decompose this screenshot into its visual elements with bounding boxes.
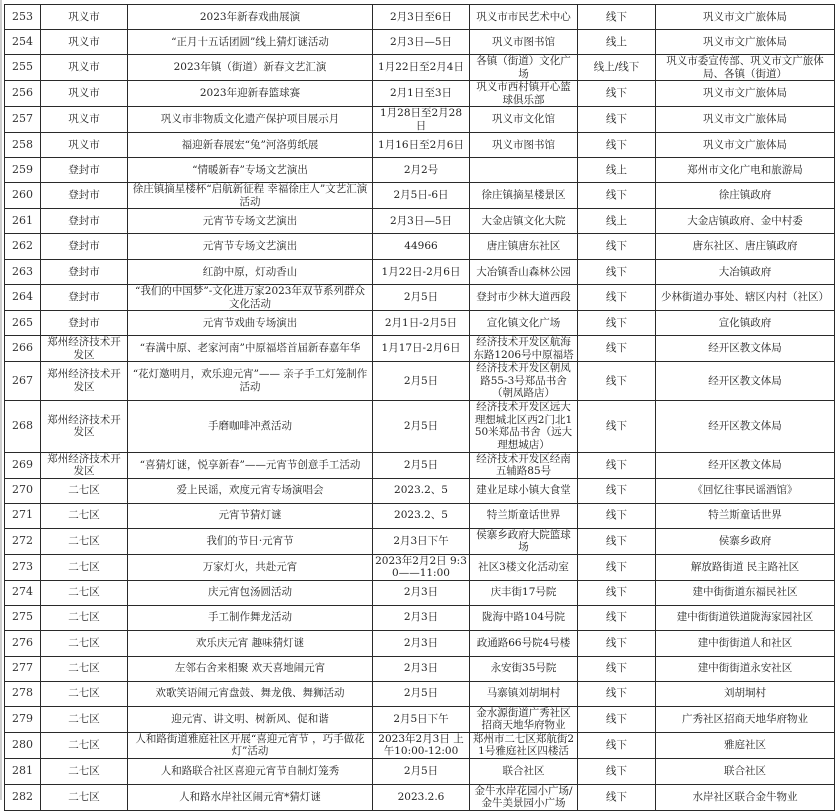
time-cell: 2月5日 [373, 681, 470, 706]
time-cell: 1月16日至2月6日 [373, 133, 470, 158]
time-cell: 2月5日 [373, 400, 470, 452]
mode-cell: 线下 [578, 732, 656, 758]
table-row [5, 758, 835, 784]
row-number-cell: 263 [5, 260, 41, 285]
activity-name-cell: 手磨咖啡冲煮活动 [128, 400, 373, 452]
mode-cell: 线下 [578, 656, 656, 681]
mode-cell: 线下 [578, 706, 656, 732]
activity-name-cell: 红韵中原，灯动香山 [128, 260, 373, 285]
activity-name-cell: 人和路联合社区喜迎元宵节自制灯笼秀 [128, 758, 373, 784]
organizer-cell: 建中街街道东福民社区 [656, 580, 835, 605]
organizer-cell: 解放路街道 民主路社区 [656, 554, 835, 580]
row-number-cell: 270 [5, 478, 41, 503]
organizer-cell: 联合社区 [656, 758, 835, 784]
venue-cell: 大冶镇香山森林公园 [470, 260, 578, 285]
organizer-cell: 宣化镇政府 [656, 311, 835, 336]
row-number-cell: 271 [5, 503, 41, 528]
region-cell: 二七区 [41, 528, 128, 554]
mode-cell: 线下 [578, 630, 656, 656]
organizer-cell: 经开区教文体局 [656, 400, 835, 452]
mode-cell: 线下 [578, 681, 656, 706]
organizer-cell: 特兰斯童话世界 [656, 503, 835, 528]
table-row [5, 81, 835, 107]
table-row [5, 706, 835, 732]
venue-cell [470, 158, 578, 183]
organizer-cell: 唐东社区、唐庄镇政府 [656, 234, 835, 260]
time-cell: 2月3日下午 [373, 528, 470, 554]
time-cell: 2023.2.6 [373, 784, 470, 810]
organizer-cell: 刘胡垌村 [656, 681, 835, 706]
venue-cell: 大金店镇文化大院 [470, 209, 578, 234]
organizer-cell: 建中街街道永安社区 [656, 656, 835, 681]
activity-name-cell: “正月十五话团圆”线上猜灯谜活动 [128, 30, 373, 55]
venue-cell: 唐庄镇唐东社区 [470, 234, 578, 260]
table-row [5, 107, 835, 133]
row-number-cell: 257 [5, 107, 41, 133]
table-row [5, 452, 835, 478]
mode-cell: 线下 [578, 400, 656, 452]
venue-cell: 各镇（街道）文化广场 [470, 55, 578, 81]
table-row [5, 209, 835, 234]
mode-cell: 线下 [578, 285, 656, 311]
table-row [5, 580, 835, 605]
row-number-cell: 258 [5, 133, 41, 158]
table-row [5, 681, 835, 706]
venue-cell: 政通路66号院4号楼 [470, 630, 578, 656]
row-number-cell: 265 [5, 311, 41, 336]
time-cell: 2023年2月3日 上午10:00-12:00 [373, 732, 470, 758]
mode-cell: 线上 [578, 209, 656, 234]
table-row [5, 336, 835, 362]
venue-cell: 巩义市市民艺术中心 [470, 5, 578, 30]
activity-name-cell: 徐庄镇摘星楼杯“启航新征程 幸福徐庄人”文艺汇演活动 [128, 183, 373, 209]
time-cell: 1月28日至2月28日 [373, 107, 470, 133]
mode-cell: 线下 [578, 605, 656, 630]
time-cell: 2月5日下午 [373, 706, 470, 732]
region-cell: 登封市 [41, 209, 128, 234]
venue-cell: 巩义市图书馆 [470, 30, 578, 55]
region-cell: 二七区 [41, 503, 128, 528]
region-cell: 登封市 [41, 183, 128, 209]
activity-name-cell: 人和路街道雅庭社区开展“喜迎元宵节 ，巧手做花灯”活动 [128, 732, 373, 758]
region-cell: 巩义市 [41, 55, 128, 81]
region-cell: 二七区 [41, 478, 128, 503]
table-row [5, 285, 835, 311]
time-cell: 2月1日至3日 [373, 81, 470, 107]
organizer-cell: 郑州市文化广电和旅游局 [656, 158, 835, 183]
activity-name-cell: “喜猜灯谜，悦享新春”——元宵节创意手工活动 [128, 452, 373, 478]
organizer-cell: 《回忆往事民谣酒馆》 [656, 478, 835, 503]
table-body [5, 5, 835, 811]
region-cell: 巩义市 [41, 30, 128, 55]
mode-cell: 线下 [578, 478, 656, 503]
mode-cell: 线下 [578, 758, 656, 784]
table-row [5, 656, 835, 681]
activity-name-cell: 欢乐庆元宵 趣味猜灯谜 [128, 630, 373, 656]
activity-name-cell: 2023年镇（街道）新春文艺汇演 [128, 55, 373, 81]
row-number-cell: 266 [5, 336, 41, 362]
row-number-cell: 275 [5, 605, 41, 630]
table-row [5, 5, 835, 30]
table-row [5, 234, 835, 260]
time-cell: 2月3日 [373, 656, 470, 681]
mode-cell: 线下 [578, 107, 656, 133]
organizer-cell: 建中街街道铁道陇海家园社区 [656, 605, 835, 630]
region-cell: 登封市 [41, 285, 128, 311]
activity-name-cell: “情暖新春”专场文艺演出 [128, 158, 373, 183]
venue-cell: 宣化镇文化广场 [470, 311, 578, 336]
table-row [5, 400, 835, 452]
organizer-cell: 徐庄镇政府 [656, 183, 835, 209]
region-cell: 二七区 [41, 656, 128, 681]
organizer-cell: 雅庭社区 [656, 732, 835, 758]
venue-cell: 社区3楼文化活动室 [470, 554, 578, 580]
table-row [5, 362, 835, 401]
region-cell: 二七区 [41, 681, 128, 706]
table-row [5, 183, 835, 209]
mode-cell: 线下 [578, 784, 656, 810]
row-number-cell: 269 [5, 452, 41, 478]
table-row [5, 30, 835, 55]
time-cell: 2月1日-2月5日 [373, 311, 470, 336]
time-cell: 2月5日-6日 [373, 183, 470, 209]
table-row [5, 503, 835, 528]
venue-cell: 巩义市西村镇开心篮球俱乐部 [470, 81, 578, 107]
table-row [5, 605, 835, 630]
row-number-cell: 273 [5, 554, 41, 580]
table-row [5, 478, 835, 503]
venue-cell: 经济技术开发区远大理想城北区西2门北150米郑品书舍（远大理想城店） [470, 400, 578, 452]
table-row [5, 133, 835, 158]
activity-name-cell: 2023年新春戏曲展演 [128, 5, 373, 30]
region-cell: 郑州经济技术开发区 [41, 362, 128, 401]
mode-cell: 线下 [578, 362, 656, 401]
venue-cell: 联合社区 [470, 758, 578, 784]
table-row [5, 311, 835, 336]
row-number-cell: 277 [5, 656, 41, 681]
mode-cell: 线下 [578, 580, 656, 605]
activity-name-cell: 人和路水岸社区闹元宵*猜灯谜 [128, 784, 373, 810]
region-cell: 二七区 [41, 605, 128, 630]
mode-cell: 线上 [578, 30, 656, 55]
time-cell: 1月17日-2月6日 [373, 336, 470, 362]
activity-name-cell: “花灯邀明月，欢乐迎元宵”—— 亲子手工灯笼制作活动 [128, 362, 373, 401]
mode-cell: 线下 [578, 234, 656, 260]
venue-cell: 特兰斯童话世界 [470, 503, 578, 528]
time-cell: 2月3日—5日 [373, 30, 470, 55]
activity-name-cell: 我们的节日·元宵节 [128, 528, 373, 554]
organizer-cell: 大冶镇政府 [656, 260, 835, 285]
time-cell: 2月3日至6日 [373, 5, 470, 30]
organizer-cell: 经开区教文体局 [656, 362, 835, 401]
activity-name-cell: 巩义市非物质文化遗产保护项目展示月 [128, 107, 373, 133]
table-row [5, 158, 835, 183]
region-cell: 巩义市 [41, 133, 128, 158]
activity-name-cell: 手工制作舞龙活动 [128, 605, 373, 630]
table-row [5, 630, 835, 656]
activity-name-cell: 迎元宵、讲文明、树新风、促和谐 [128, 706, 373, 732]
organizer-cell: 巩义市文广旅体局 [656, 133, 835, 158]
region-cell: 郑州经济技术开发区 [41, 336, 128, 362]
time-cell: 2023年2月2日 9:30——11:00 [373, 554, 470, 580]
row-number-cell: 281 [5, 758, 41, 784]
region-cell: 登封市 [41, 234, 128, 260]
time-cell: 2月3日 [373, 630, 470, 656]
region-cell: 巩义市 [41, 107, 128, 133]
row-number-cell: 282 [5, 784, 41, 810]
time-cell: 2月5日 [373, 285, 470, 311]
mode-cell: 线下 [578, 503, 656, 528]
activity-name-cell: 2023年迎新春篮球赛 [128, 81, 373, 107]
row-number-cell: 278 [5, 681, 41, 706]
mode-cell: 线下 [578, 81, 656, 107]
time-cell: 1月22日-2月6日 [373, 260, 470, 285]
region-cell: 巩义市 [41, 5, 128, 30]
organizer-cell: 经开区教文体局 [656, 452, 835, 478]
mode-cell: 线下 [578, 528, 656, 554]
row-number-cell: 267 [5, 362, 41, 401]
table-row [5, 260, 835, 285]
region-cell: 二七区 [41, 706, 128, 732]
table-row [5, 784, 835, 810]
row-number-cell: 279 [5, 706, 41, 732]
venue-cell: 侯寨乡政府大院篮球场 [470, 528, 578, 554]
time-cell: 2月5日 [373, 452, 470, 478]
venue-cell: 经济技术开发区经南五辅路85号 [470, 452, 578, 478]
row-number-cell: 264 [5, 285, 41, 311]
row-number-cell: 255 [5, 55, 41, 81]
organizer-cell: 广秀社区招商天地华府物业 [656, 706, 835, 732]
time-cell: 44966 [373, 234, 470, 260]
row-number-cell: 259 [5, 158, 41, 183]
activity-name-cell: 元宵节戏曲专场演出 [128, 311, 373, 336]
region-cell: 登封市 [41, 158, 128, 183]
row-number-cell: 276 [5, 630, 41, 656]
time-cell: 2月3日—5日 [373, 209, 470, 234]
row-number-cell: 268 [5, 400, 41, 452]
venue-cell: 金水源街道广秀社区招商天地华府物业 [470, 706, 578, 732]
row-number-cell: 254 [5, 30, 41, 55]
row-number-cell: 253 [5, 5, 41, 30]
mode-cell: 线下 [578, 183, 656, 209]
row-number-cell: 272 [5, 528, 41, 554]
venue-cell: 郑州市二七区郑航街21号雅庭社区四楼活 [470, 732, 578, 758]
organizer-cell: 经开区教文体局 [656, 336, 835, 362]
activity-name-cell: “我们的中国梦”-文化进万家2023年双节系列群众文化活动 [128, 285, 373, 311]
table-row [5, 528, 835, 554]
region-cell: 郑州经济技术开发区 [41, 452, 128, 478]
table-row [5, 55, 835, 81]
row-number-cell: 274 [5, 580, 41, 605]
row-number-cell: 261 [5, 209, 41, 234]
region-cell: 二七区 [41, 554, 128, 580]
organizer-cell: 巩义市文广旅体局 [656, 81, 835, 107]
activity-name-cell: 万家灯火，共赴元宵 [128, 554, 373, 580]
venue-cell: 巩义市图书馆 [470, 133, 578, 158]
activity-name-cell: 庆元宵包汤圆活动 [128, 580, 373, 605]
activity-name-cell: 爱上民谣，欢度元宵专场演唱会 [128, 478, 373, 503]
time-cell: 2月3日 [373, 605, 470, 630]
activity-name-cell: 元宵节猜灯谜 [128, 503, 373, 528]
mode-cell: 线下 [578, 554, 656, 580]
activity-name-cell: 元宵节专场文艺演出 [128, 209, 373, 234]
venue-cell: 巩义市文化馆 [470, 107, 578, 133]
activity-table-sheet [4, 4, 834, 811]
time-cell: 2023.2、5 [373, 478, 470, 503]
row-number-cell: 280 [5, 732, 41, 758]
time-cell: 2月3日 [373, 580, 470, 605]
region-cell: 二七区 [41, 784, 128, 810]
venue-cell: 经济技术开发区朝凤路55-3号郑品书舍（朝凤路店） [470, 362, 578, 401]
table-row [5, 732, 835, 758]
venue-cell: 陇海中路104号院 [470, 605, 578, 630]
venue-cell: 登封市少林大道西段 [470, 285, 578, 311]
mode-cell: 线下 [578, 133, 656, 158]
region-cell: 二七区 [41, 630, 128, 656]
venue-cell: 金牛水岸花园小广场/金牛美景园小广场 [470, 784, 578, 810]
mode-cell: 线上/线下 [578, 55, 656, 81]
organizer-cell: 水岸社区联合金牛物业 [656, 784, 835, 810]
table-row [5, 554, 835, 580]
venue-cell: 永安街35号院 [470, 656, 578, 681]
organizer-cell: 巩义市文广旅体局 [656, 107, 835, 133]
activity-name-cell: 福迎新春展宏“兔”河洛剪纸展 [128, 133, 373, 158]
mode-cell: 线下 [578, 260, 656, 285]
region-cell: 登封市 [41, 260, 128, 285]
mode-cell: 线下 [578, 311, 656, 336]
region-cell: 二七区 [41, 580, 128, 605]
row-number-cell: 260 [5, 183, 41, 209]
activity-name-cell: 元宵节专场文艺演出 [128, 234, 373, 260]
time-cell: 2月5日 [373, 758, 470, 784]
organizer-cell: 巩义市委宣传部、巩义市文广旅体局、各镇（街道） [656, 55, 835, 81]
region-cell: 二七区 [41, 732, 128, 758]
venue-cell: 马寨镇刘胡垌村 [470, 681, 578, 706]
organizer-cell: 侯寨乡政府 [656, 528, 835, 554]
left-edge [0, 0, 2, 800]
venue-cell: 庆丰街17号院 [470, 580, 578, 605]
activity-name-cell: 左邻右舍来相聚 欢天喜地闹元宵 [128, 656, 373, 681]
activity-name-cell: 欢歌笑语闹元宵盘鼓、舞龙俄、舞狮活动 [128, 681, 373, 706]
mode-cell: 线上 [578, 158, 656, 183]
row-number-cell: 256 [5, 81, 41, 107]
organizer-cell: 巩义市文广旅体局 [656, 30, 835, 55]
region-cell: 二七区 [41, 758, 128, 784]
organizer-cell: 大金店镇政府、金中村委 [656, 209, 835, 234]
region-cell: 郑州经济技术开发区 [41, 400, 128, 452]
mode-cell: 线下 [578, 336, 656, 362]
organizer-cell: 巩义市文广旅体局 [656, 5, 835, 30]
organizer-cell: 建中街街道人和社区 [656, 630, 835, 656]
activity-table [4, 4, 835, 811]
time-cell: 2月2号 [373, 158, 470, 183]
venue-cell: 经济技术开发区航海东路1206号中原福塔 [470, 336, 578, 362]
time-cell: 1月22日至2月4日 [373, 55, 470, 81]
row-number-cell: 262 [5, 234, 41, 260]
activity-name-cell: “春满中原、老家河南”中原福塔首届新春嘉年华 [128, 336, 373, 362]
mode-cell: 线下 [578, 5, 656, 30]
venue-cell: 建业足球小镇大食堂 [470, 478, 578, 503]
region-cell: 登封市 [41, 311, 128, 336]
time-cell: 2023.2、5 [373, 503, 470, 528]
mode-cell: 线下 [578, 452, 656, 478]
region-cell: 巩义市 [41, 81, 128, 107]
organizer-cell: 少林街道办事处、辖区内村（社区） [656, 285, 835, 311]
time-cell: 2月5日 [373, 362, 470, 401]
venue-cell: 徐庄镇摘星楼景区 [470, 183, 578, 209]
